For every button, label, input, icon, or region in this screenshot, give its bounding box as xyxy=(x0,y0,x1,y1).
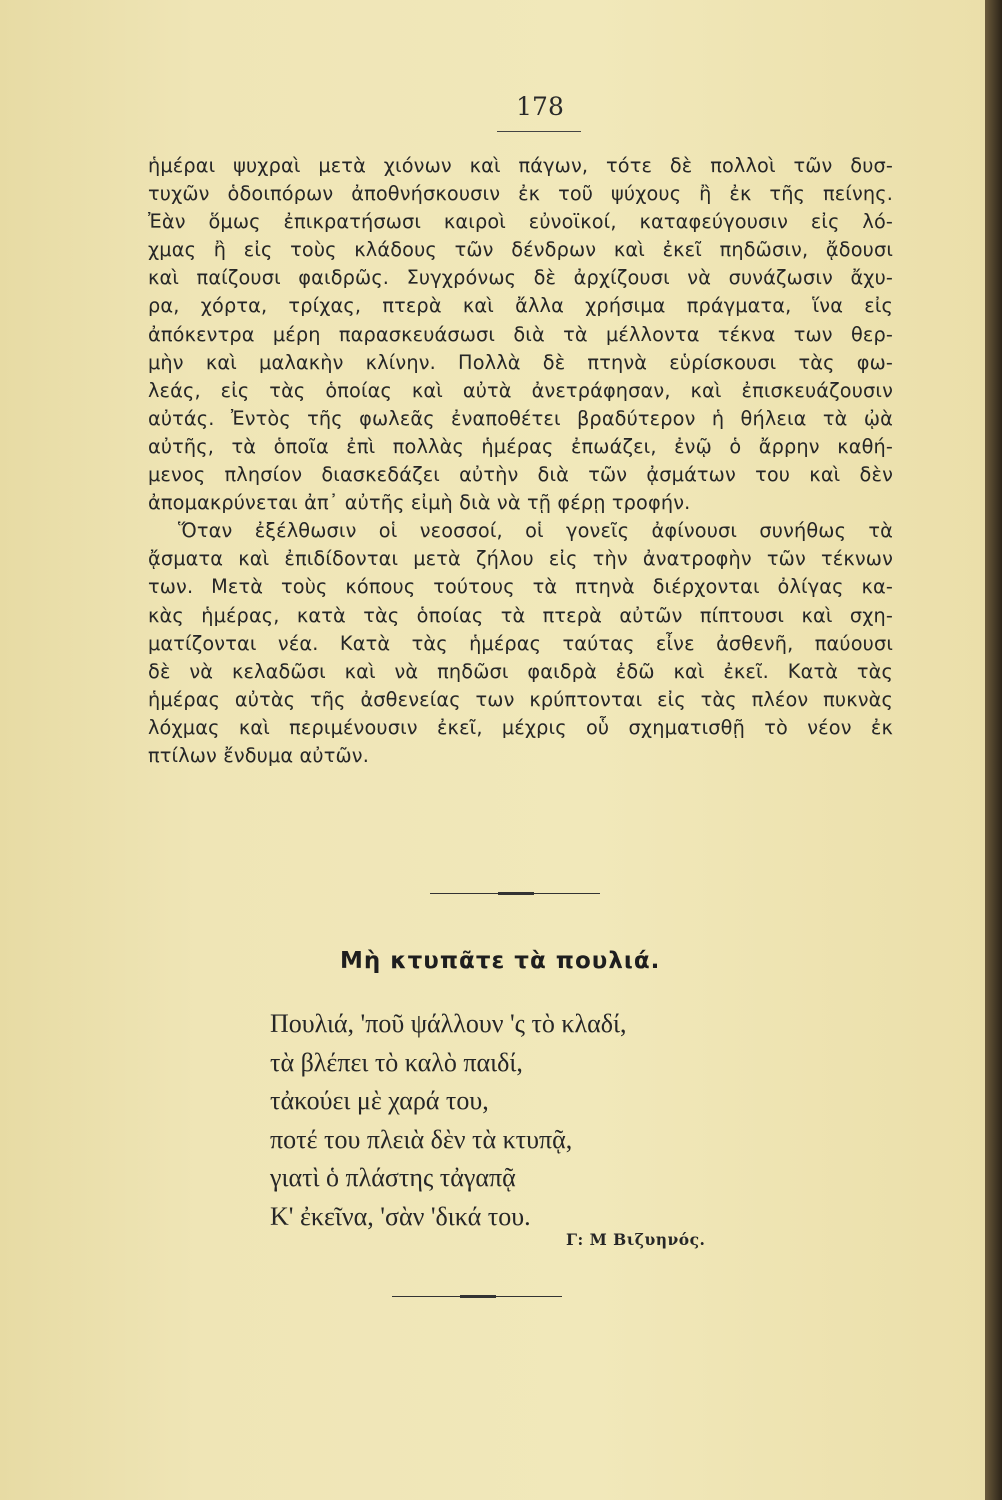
text-line: αὐτάς. Ἐντὸς τῆς φωλεᾶς ἐναποθέτει βραδύτερον ἡ θήλεια τὰ ᾠὰ xyxy=(148,406,893,430)
poem-line: ποτέ του πλειὰ δὲν τὰ κτυπᾷ, xyxy=(270,1124,573,1154)
poem-line: Κ' ἐκεῖνα, 'σὰν 'δικά του. xyxy=(270,1201,531,1231)
text-line: μὴν καὶ μαλακὴν κλίνην. Πολλὰ δὲ πτηνὰ εὑρίσκουσι τὰς φω- xyxy=(148,350,893,374)
poem-line: τἀκούει μὲ χαρά του, xyxy=(270,1086,489,1116)
text-line: ἡμέρας αὐτὰς τῆς ἀσθενείας των κρύπτονται εἰς τὰς πλέον πυκνὰς xyxy=(148,687,893,711)
text-line: δὲ νὰ κελαδῶσι καὶ νὰ πηδῶσι φαιδρὰ ἐδῶ καὶ ἐκεῖ. Κατὰ τὰς xyxy=(148,659,893,683)
end-divider xyxy=(392,1293,562,1300)
page-number: 178 xyxy=(516,92,564,121)
body-text xyxy=(148,152,893,770)
text-line: των. Μετὰ τοὺς κόπους τούτους τὰ πτηνὰ διέρχονται ὀλίγας κα- xyxy=(148,575,893,599)
text-line: Ὅταν ἐξέλθωσιν οἱ νεοσσοί, οἱ γονεῖς ἀφίνουσι συνήθως τὰ xyxy=(178,519,893,543)
text-line: μενος πλησίον διασκεδάζει αὐτὴν διὰ τῶν ᾀσμάτων του καὶ δὲν xyxy=(148,463,893,487)
divider-thick-rule xyxy=(498,892,534,895)
paragraph-2 xyxy=(148,517,893,770)
text-line: ρα, χόρτα, τρίχας, πτερὰ καὶ ἄλλα χρήσιμα πράγματα, ἵνα εἰς xyxy=(148,294,893,318)
divider-thick-rule xyxy=(460,1295,496,1298)
text-line: πτίλων ἔνδυμα αὐτῶν. xyxy=(148,743,369,767)
section-divider xyxy=(430,890,600,897)
text-line: λεάς, εἰς τὰς ὁποίας καὶ αὐτὰ ἀνετράφησαν, καὶ ἐπισκευάζουσιν xyxy=(148,378,893,402)
page-number-rule xyxy=(497,131,581,132)
text-line: χμας ἢ εἰς τοὺς κλάδους τῶν δένδρων καὶ ἐκεῖ πηδῶσιν, ᾄδουσι xyxy=(148,238,893,262)
paragraph-1 xyxy=(148,152,893,517)
poem-author: Γ: Μ Βιζυηνός. xyxy=(566,1230,706,1249)
book-spine-edge xyxy=(985,0,1002,1500)
text-line: ματίζονται νέα. Κατὰ τὰς ἡμέρας ταύτας εἶνε ἀσθενῆ, παύουσι xyxy=(148,631,893,655)
text-line: τυχῶν ὁδοιπόρων ἀποθνήσκουσιν ἐκ τοῦ ψύχους ἢ ἐκ τῆς πείνης. xyxy=(148,182,893,206)
text-line: ἡμέραι ψυχραὶ μετὰ χιόνων καὶ πάγων, τότε δὲ πολλοὶ τῶν δυσ- xyxy=(148,154,893,177)
text-line: ᾄσματα καὶ ἐπιδίδονται μετὰ ζήλου εἰς τὴν ἀνατροφὴν τῶν τέκνων xyxy=(148,547,893,571)
text-line: αὐτῆς, τὰ ὁποῖα ἐπὶ πολλὰς ἡμέρας ἐπωάζει, ἐνῷ ὁ ἄρρην καθή- xyxy=(148,434,893,458)
text-line: καὶ παίζουσι φαιδρῶς. Συγχρόνως δὲ ἀρχίζουσι νὰ συνάζωσιν ἄχυ- xyxy=(148,266,893,290)
poem-line: Πουλιά, 'ποῦ ψάλλουν 'ς τὸ κλαδί, xyxy=(270,1009,627,1038)
text-line: κὰς ἡμέρας, κατὰ τὰς ὁποίας τὰ πτερὰ αὐτῶν πίπτουσι καὶ σχη- xyxy=(148,603,893,627)
poem-line: τὰ βλέπει τὸ καλὸ παιδί, xyxy=(270,1047,523,1077)
text-line: ἀπομακρύνεται ἀπ᾽ αὐτῆς εἰμὴ διὰ νὰ τῇ φέρῃ τροφήν. xyxy=(148,491,691,515)
text-line: ἀπόκεντρα μέρη παρασκευάσωσι διὰ τὰ μέλλοντα τέκνα των θερ- xyxy=(148,322,893,346)
poem-line: γιατὶ ὁ πλάστης τἀγαπᾷ xyxy=(270,1163,516,1193)
text-line: λόχμας καὶ περιμένουσιν ἐκεῖ, μέχρις οὗ σχηματισθῇ τὸ νέον ἐκ xyxy=(148,715,893,739)
poem xyxy=(270,1005,790,1237)
poem-title: Μὴ κτυπᾶτε τὰ πουλιά. xyxy=(340,948,661,974)
text-line: Ἐὰν ὅμως ἐπικρατήσωσι καιροὶ εὐνοϊκοί, καταφεύγουσιν εἰς λό- xyxy=(148,210,893,234)
